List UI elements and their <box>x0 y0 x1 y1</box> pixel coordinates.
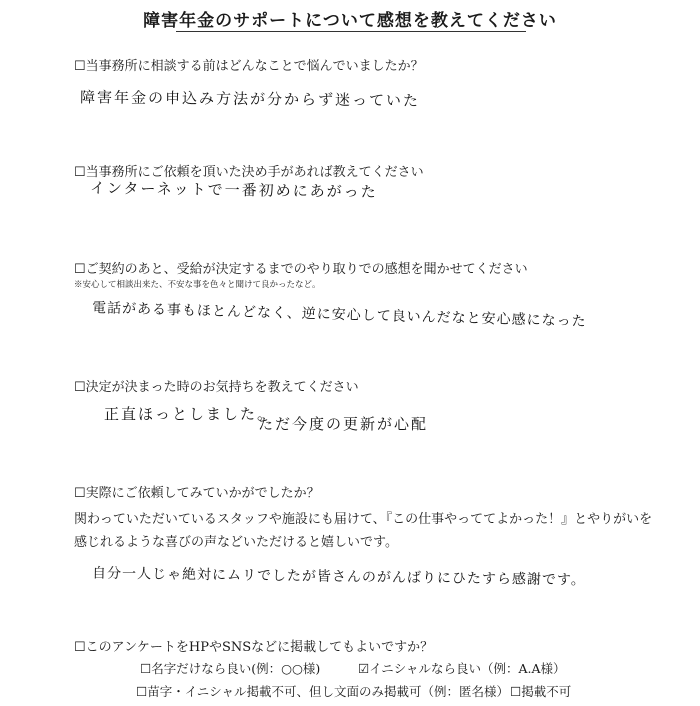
publish-option-surname-only[interactable]: ☐名字だけなら良い(例：○○様) <box>140 661 321 676</box>
title-underline <box>176 31 526 32</box>
question-3-answer: 電話がある事もほとんどなく、逆に安心して良いんだなと安心感になった <box>91 300 587 330</box>
question-1-answer: 障害年金の申込み方法が分からず迷っていた <box>79 88 421 110</box>
page-title: 障害年金のサポートについて感想を教えてください <box>143 11 557 31</box>
question-5-answer: 自分一人じゃ絶対にムリでしたが皆さんのがんばりにひたすら感謝です。 <box>91 565 586 589</box>
question-1-label: ☐当事務所に相談する前はどんなことで悩んでいましたか？ <box>74 59 424 74</box>
question-2-answer: インターネットで一番初めにあがった <box>89 178 378 202</box>
question-4-answer-a: 正直ほっとしました。 <box>104 405 275 423</box>
question-3-label: ☐ご契約のあと、受給が決定するまでのやり取りでの感想を聞かせてください <box>74 262 528 277</box>
question-4-answer-b: ただ今度の更新が心配 <box>258 415 429 433</box>
question-3-note: ※安心して相談出来た、不安な事を色々と聞けて良かったなど。 <box>74 280 321 290</box>
publish-option-initials[interactable]: ☑イニシャルなら良い（例：A.A様） <box>358 661 566 676</box>
question-4-label: ☐決定が決まった時のお気持ちを教えてください <box>74 380 359 395</box>
question-5-body-1: 関わっていただいているスタッフや施設にも届けて、『この仕事やっててよかった！』とやりがいを <box>74 512 653 527</box>
question-2-label: ☐当事務所にご依頼を頂いた決め手があれば教えてください <box>74 165 424 180</box>
question-5-label: ☐実際にご依頼してみていかがでしたか？ <box>74 486 320 501</box>
publish-option-text-only[interactable]: ☐苗字・イニシャル掲載不可、但し文面のみ掲載可（例：匿名様） <box>136 684 509 699</box>
question-5-body-2: 感じれるような喜びの声などいただけると嬉しいです。 <box>74 535 398 550</box>
publish-option-no-publish[interactable]: ☐掲載不可 <box>510 684 572 699</box>
publish-question-label: ☐このアンケートをHPやSNSなどに掲載してもよいですか？ <box>74 640 434 655</box>
